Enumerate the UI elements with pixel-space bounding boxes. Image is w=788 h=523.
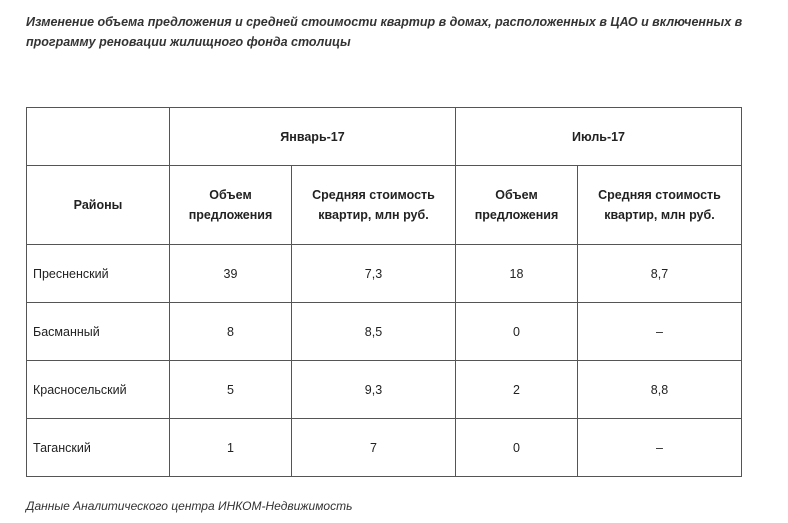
july-price-header: Средняя стоимость квартир, млн руб. bbox=[578, 166, 742, 245]
january-volume-value: 5 bbox=[170, 361, 292, 419]
july-volume-value: 18 bbox=[456, 245, 578, 303]
district-name: Пресненский bbox=[27, 245, 170, 303]
january-price-value: 7,3 bbox=[292, 245, 456, 303]
district-name: Красносельский bbox=[27, 361, 170, 419]
july-volume-value: 0 bbox=[456, 303, 578, 361]
districts-header: Районы bbox=[27, 166, 170, 245]
table-caption: Изменение объема предложения и средней стоимости квартир в домах, расположенных в ЦАО и включенных в программу реновации жилищного фонда столицы bbox=[26, 15, 743, 49]
district-name: Басманный bbox=[27, 303, 170, 361]
january-volume-value: 39 bbox=[170, 245, 292, 303]
july-volume-header: Объем предложения bbox=[456, 166, 578, 245]
table-row bbox=[27, 361, 742, 419]
source-note: Данные Аналитического центра ИНКОМ-Недвижимость bbox=[26, 499, 353, 513]
january-price-value: 8,5 bbox=[292, 303, 456, 361]
january-price-value: 9,3 bbox=[292, 361, 456, 419]
period-header-january: Январь-17 bbox=[170, 108, 456, 166]
period-header-july: Июль-17 bbox=[456, 108, 742, 166]
july-price-value: 8,7 bbox=[578, 245, 742, 303]
july-price-value: – bbox=[578, 303, 742, 361]
table-row bbox=[27, 419, 742, 477]
july-price-value: 8,8 bbox=[578, 361, 742, 419]
july-volume-value: 0 bbox=[456, 419, 578, 477]
district-name: Таганский bbox=[27, 419, 170, 477]
january-volume-header: Объем предложения bbox=[170, 166, 292, 245]
renovation-table bbox=[26, 107, 742, 477]
july-price-value: – bbox=[578, 419, 742, 477]
january-volume-value: 8 bbox=[170, 303, 292, 361]
corner-cell bbox=[27, 108, 170, 166]
july-volume-value: 2 bbox=[456, 361, 578, 419]
january-price-header: Средняя стоимость квартир, млн руб. bbox=[292, 166, 456, 245]
january-volume-value: 1 bbox=[170, 419, 292, 477]
january-price-value: 7 bbox=[292, 419, 456, 477]
table-row bbox=[27, 245, 742, 303]
table-row bbox=[27, 303, 742, 361]
